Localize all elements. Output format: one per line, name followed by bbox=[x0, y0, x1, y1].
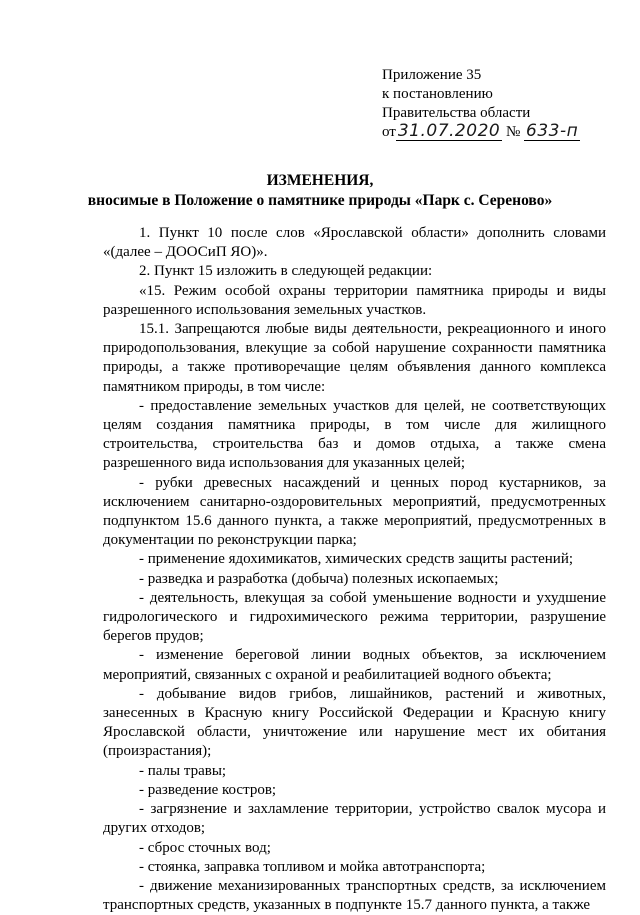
appendix-line: к постановлению bbox=[382, 86, 493, 102]
appendix-line: Приложение 35 bbox=[382, 67, 482, 83]
paragraph: 2. Пункт 15 изложить в следующей редакции: bbox=[139, 263, 433, 280]
list-item: - применение ядохимикатов, химических средств защиты растений; bbox=[139, 551, 574, 568]
document-body bbox=[103, 224, 606, 915]
date-prefix: от bbox=[382, 124, 396, 140]
list-item: - стоянка, заправка топливом и мойка автотранспорта; bbox=[139, 858, 486, 875]
appendix-date-line bbox=[382, 123, 580, 142]
paragraph: 15.1. Запрещаются любые виды деятельности, рекреационного и иного природопользования, влекущие за собой нарушение сохранности памятника природы, а также противоречащие целям объявления данного комплекса памятником природы, в том числе: bbox=[103, 321, 606, 395]
list-item: - движение механизированных транспортных средств, за исключением транспортных средств, указанных в подпункте 15.7 данного пункта, а также bbox=[103, 877, 606, 914]
list-item: - разведка и разработка (добыча) полезных ископаемых; bbox=[139, 570, 499, 587]
appendix-line: Правительства области bbox=[382, 105, 531, 121]
appendix-block bbox=[382, 66, 580, 142]
list-item: - разведение костров; bbox=[139, 781, 277, 798]
handwritten-date: 31.07.2020 bbox=[397, 121, 501, 141]
document-title: ИЗМЕНЕНИЯ, bbox=[266, 172, 374, 189]
number-prefix: № bbox=[505, 124, 521, 140]
list-item: - рубки древесных насаждений и ценных пород кустарников, за исключением санитарно-оздоровительных мероприятий, предусмотренных подпунктом 15.6 данного пункта, а также мероприятий, предусмотренных в документации по реконструкции парка; bbox=[103, 474, 606, 549]
list-item: - изменение береговой линии водных объектов, за исключением мероприятий, связанных с охраной и реабилитацией водного объекта; bbox=[103, 647, 606, 683]
list-item: - загрязнение и захламление территории, устройство свалок мусора и других отходов; bbox=[103, 801, 606, 837]
list-item: - добывание видов грибов, лишайников, растений и животных, занесенных в Красную книгу Российской Федерации и Красную книгу Ярославской области, уничтожение или нарушение мест их обитания (произрастания); bbox=[103, 685, 606, 760]
paragraph: 1. Пункт 10 после слов «Ярославской области» дополнить словами «(далее – ДООСиП ЯО)». bbox=[103, 225, 606, 261]
paragraph: «15. Режим особой охраны территории памятника природы и виды разрешенного использования земельных участков. bbox=[103, 282, 606, 318]
list-item: - деятельность, влекущая за собой уменьшение водности и ухудшение гидрологического и гидрохимического режима территории, разрушение берегов прудов; bbox=[103, 589, 606, 645]
list-item: - палы травы; bbox=[139, 762, 227, 779]
list-item: - предоставление земельных участков для целей, не соответствующих целям создания памятника природы, в том числе для жилищного строительства, строительства баз и домов отдыха, а также смена разрешенного вида использования для указанных целей; bbox=[103, 397, 606, 472]
handwritten-number: 633-п bbox=[526, 121, 579, 141]
list-item: - сброс сточных вод; bbox=[139, 839, 271, 856]
document-subtitle: вносимые в Положение о памятнике природы «Парк с. Сереново» bbox=[87, 192, 553, 209]
